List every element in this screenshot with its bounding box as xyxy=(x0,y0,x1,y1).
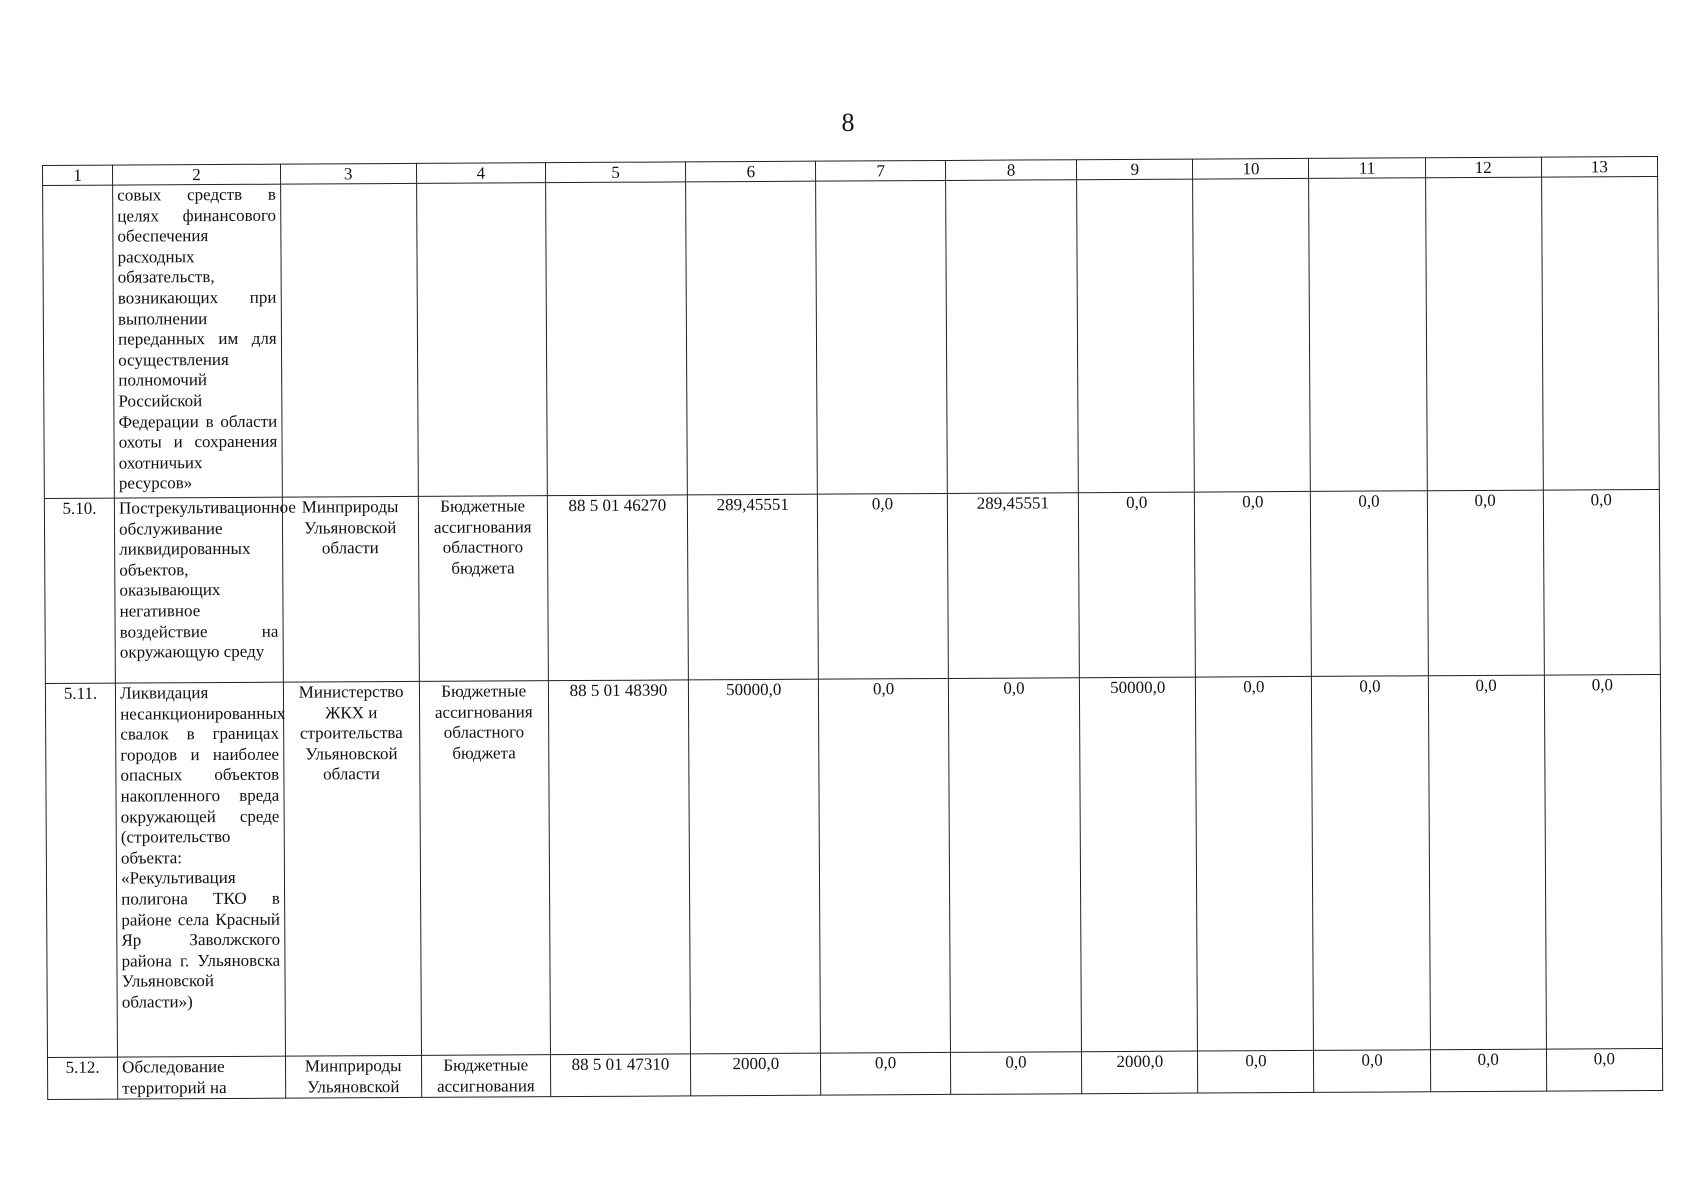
cell-value: 50000,0 xyxy=(688,679,820,1054)
table-row xyxy=(47,1048,1662,1099)
cell-value: 0,0 xyxy=(1543,489,1660,675)
cell-value: 0,0 xyxy=(1196,676,1314,1051)
cell-value: 0,0 xyxy=(1427,490,1544,676)
column-header: 5 xyxy=(545,162,685,183)
cell-description: Пострекультивационное обслуживание ликвидированных объектов, оказывающих негативное воздействие на окружающую среду xyxy=(114,497,283,683)
cell-value: 0,0 xyxy=(1544,674,1662,1049)
cell-source: Бюджетные ассигнования областного бюджета xyxy=(418,496,548,682)
column-header: 8 xyxy=(945,160,1077,181)
cell-value: 2000,0 xyxy=(1082,1051,1198,1094)
cell-value: 0,0 xyxy=(819,678,950,1053)
cell-value: 0,0 xyxy=(1312,676,1430,1051)
cell-code: 88 5 01 48390 xyxy=(548,680,690,1055)
cell-code xyxy=(545,182,687,496)
cell-source: Бюджетные ассигнования областного бюджета xyxy=(419,681,550,1056)
cell-value: 0,0 xyxy=(950,1052,1082,1095)
cell-value: 289,45551 xyxy=(687,494,818,680)
cell-executor: Минприроды Ульяновской xyxy=(285,1055,421,1098)
column-header: 1 xyxy=(43,165,113,185)
column-header: 3 xyxy=(280,163,416,184)
cell-value: 0,0 xyxy=(1430,1049,1546,1092)
cell-value: 2000,0 xyxy=(691,1053,822,1096)
column-header: 12 xyxy=(1425,157,1541,178)
table-row xyxy=(45,674,1662,1057)
cell-value xyxy=(945,180,1078,494)
cell-value xyxy=(1425,177,1543,491)
cell-value xyxy=(816,180,947,494)
cell-value: 0,0 xyxy=(818,493,948,679)
cell-value xyxy=(686,181,818,495)
column-header: 13 xyxy=(1541,156,1657,177)
cell-value: 289,45551 xyxy=(947,493,1079,679)
cell-value: 0,0 xyxy=(1195,491,1312,677)
cell-value: 0,0 xyxy=(1311,491,1428,677)
cell-value xyxy=(1077,179,1195,493)
cell-value xyxy=(1193,178,1311,492)
column-header: 10 xyxy=(1193,158,1309,179)
cell-value: 0,0 xyxy=(1198,1050,1314,1093)
cell-value: 0,0 xyxy=(948,678,1082,1053)
cell-num: 5.10. xyxy=(44,498,115,683)
column-header: 6 xyxy=(686,161,816,182)
cell-source xyxy=(416,183,547,497)
cell-description: Ликвидация несанкционированных свалок в границах городов и наиболее опасных объектов накопленного вреда окружающей среде (строительство объекта: «Рекультивация полигона ТКО в районе села Красный Яр Заволжского района г. Ульяновска Ульяновской области») xyxy=(116,682,286,1057)
column-header: 7 xyxy=(816,160,945,181)
column-header: 4 xyxy=(416,163,545,184)
cell-value: 0,0 xyxy=(1079,492,1196,678)
cell-description: совых средств в целях финансового обеспечения расходных обязательств, возникающих при выполнении переданных им для осуществления полномочий Российской Федерации в области охоты и сохранения охотничьих ресурсов» xyxy=(113,184,282,498)
cell-value: 0,0 xyxy=(1546,1048,1662,1091)
cell-value: 0,0 xyxy=(1428,675,1546,1050)
cell-value: 50000,0 xyxy=(1080,677,1198,1052)
table-row xyxy=(44,489,1660,683)
cell-code: 88 5 01 47310 xyxy=(550,1054,690,1097)
cell-num: 5.11. xyxy=(45,683,117,1057)
budget-table xyxy=(42,156,1663,1100)
cell-source: Бюджетные ассигнования xyxy=(421,1055,551,1098)
column-header: 2 xyxy=(113,164,281,185)
table-row-continuation xyxy=(43,176,1660,498)
cell-description: Обследование территорий на xyxy=(118,1056,286,1099)
cell-value: 0,0 xyxy=(821,1052,951,1095)
cell-num xyxy=(43,185,115,498)
cell-executor xyxy=(280,183,418,497)
cell-executor: Минприроды Ульяновской области xyxy=(282,496,419,682)
column-header: 9 xyxy=(1077,159,1193,180)
cell-value xyxy=(1541,176,1659,490)
cell-num: 5.12. xyxy=(47,1057,117,1100)
cell-code: 88 5 01 46270 xyxy=(547,495,688,681)
column-header: 11 xyxy=(1309,158,1425,179)
cell-executor: Министерство ЖКХ и строительства Ульяновской области xyxy=(283,681,421,1056)
page-number: 8 xyxy=(841,108,855,137)
cell-value: 0,0 xyxy=(1314,1050,1430,1093)
cell-value xyxy=(1309,178,1427,492)
